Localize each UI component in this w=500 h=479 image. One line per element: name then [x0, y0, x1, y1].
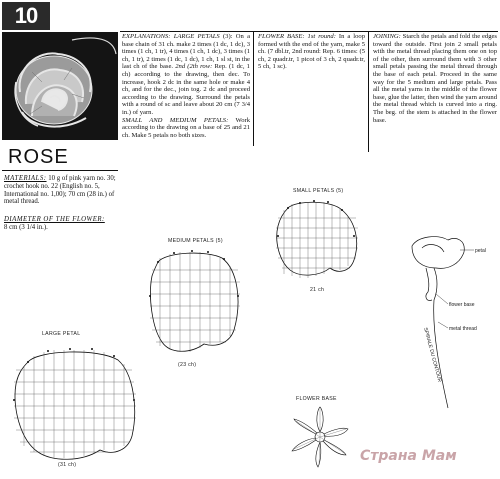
pattern-title: ROSE [8, 146, 69, 168]
joining-column [373, 33, 497, 124]
row2-text: Rep. (1 dc, 1 ch) according to the drawing, then dec. To increase, hook 2 dc in the same hole or make 4 ch, and for the dec., join tog. 2 dc and proceed according to the drawing. Surround the petals with a round of sc and leave about 20 cm (7 3/4 in.) of yarn. [122, 63, 250, 116]
column-separator [368, 32, 369, 152]
large-petal-diagram [8, 340, 140, 464]
assembly-label-metal-thread: metal thread [449, 326, 477, 332]
explanations-column [122, 33, 250, 139]
diameter-text: 8 cm (3 1/4 in.). [4, 223, 48, 231]
row2-label: 2nd (2th row: [175, 63, 213, 71]
large-petal-caption: LARGE PETAL [42, 331, 81, 337]
top-rule [120, 31, 498, 32]
explanations-body: (3): On a base chain of 31 ch. make 2 times (1 dc, 1 dc), 3 times (1 ch, 1 tr), 4 times (1 ch, 1 dc), 3 times (1 ch, 1 tr), 2 times (1 dc, 1 dc), 1 ch, 1 sl st, in the last ch of the base. [122, 33, 250, 71]
small-petals-caption: SMALL PETALS (5) [293, 188, 344, 194]
small-medium-heading: SMALL AND MEDIUM PETALS: [122, 116, 229, 124]
small-medium-body: Work according to the drawing on a base of 25 and 21 ch. Make 5 petals no both sizes. [122, 116, 251, 139]
materials-text: 10 g of pink yarn no. 30; crochet hook no. 22 (English no. 5, International no. 1,00); 70 cm (28 in.) of metal thread. [4, 175, 116, 206]
flower-base-caption: FLOWER BASE [296, 396, 337, 402]
column-separator [253, 32, 254, 146]
assembly-diagram [404, 232, 496, 412]
pattern-number-badge: 10 [2, 2, 50, 30]
joining-heading: JOINING: [373, 33, 401, 40]
rose-photo [2, 32, 118, 140]
materials-label: MATERIALS: [4, 175, 47, 182]
assembly-label-stem: SPIRALE DU CONTOUR [422, 326, 443, 383]
explanations-heading: EXPLANATIONS: LARGE PETALS [122, 33, 220, 40]
diameter-block [4, 216, 118, 232]
flower-base-heading: FLOWER BASE: [258, 33, 305, 40]
small-petals-diagram [270, 196, 362, 288]
medium-petals-caption: MEDIUM PETALS (5) [168, 238, 223, 244]
diameter-label: DIAMETER OF THE FLOWER: [4, 216, 105, 223]
medium-petals-base: (23 ch) [178, 362, 197, 368]
small-petals-base: 21 ch [310, 287, 325, 293]
materials-block [4, 175, 118, 206]
rose-image [2, 32, 118, 140]
flower-base-column [258, 33, 365, 71]
round1-label: 1st round: [307, 33, 336, 40]
title-rule [2, 170, 118, 171]
assembly-label-petal: petal [475, 248, 486, 254]
flower-base-diagram [280, 402, 360, 472]
assembly-label-flower-base: flower base [449, 302, 475, 308]
joining-body: Starch the petals and fold the edges toward the outside. First join 2 small petals with the metal thread placing them one on top of the other, then surround them with 3 other small petals passing the metal thread through the base of each petal. Proceed in the same way for the 5 medium and large petals. Pass all the metal yarns in the middle of the flower base, glue the latter, then wind the yarn around the metal thread which is curved into a ring. The beg. of the stem is attached in the flower base. [373, 33, 497, 124]
large-petal-base: (31 ch) [58, 462, 77, 468]
medium-petals-diagram [144, 246, 244, 362]
round1-text: In a loop formed with the end of the yarn, make 5 ch. (7 dbl.tr, 2nd round: Rep. 6 times: (5 ch, 2 quadr.tr, 1 picot of 3 ch, 2 quadr.tr, 5 ch, 1 sc). [258, 33, 365, 71]
watermark: Страна Мам [360, 448, 457, 464]
